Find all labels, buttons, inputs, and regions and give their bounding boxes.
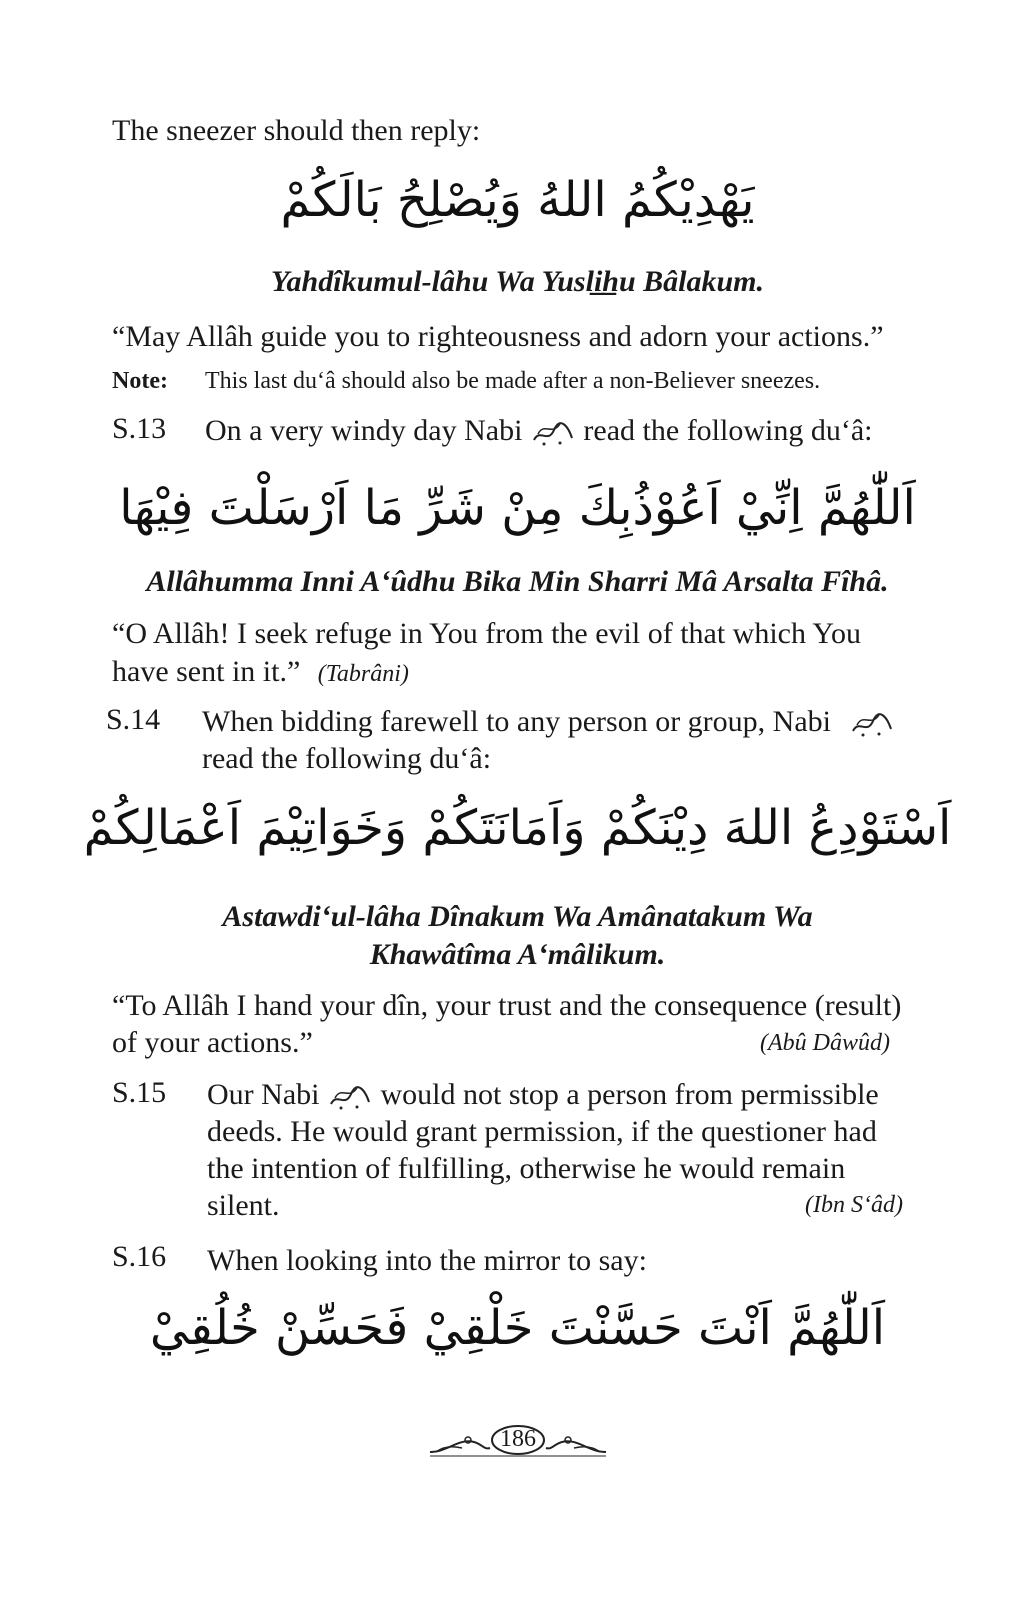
s15-line4: silent.	[207, 1189, 280, 1222]
section-number-s13: S.13	[112, 412, 167, 445]
note-text: This last du‘â should also be made after a non-Believer sneezes.	[205, 368, 821, 394]
s15-line2: deeds. He would grant permission, if the questioner had	[207, 1115, 877, 1148]
s14-line1	[202, 703, 895, 740]
s15-line1-after: would not stop a person from permissible	[380, 1078, 879, 1111]
arabic-dua-farewell: اَسْتَوْدِعُ اللهَ دِيْنَكُمْ وَاَمَانَتَكُمْ وَخَوَاتِيْمَ اَعْمَالِكُمْ	[83, 800, 952, 856]
transliteration-dua-windy-day: Allâhumma Inni A‘ûdhu Bika Min Sharri Mâ Arsalta Fîhâ.	[146, 565, 889, 598]
arabic-dua-sneeze-reply: يَهْدِيْكُمُ اللهُ وَيُصْلِحُ بَالَكُمْ	[280, 172, 755, 228]
salawat-calligraphy-icon	[849, 709, 895, 739]
s16-text: When looking into the mirror to say:	[207, 1244, 647, 1277]
reference-ibn-sad: (Ibn S‘âd)	[805, 1192, 903, 1218]
transliteration-dua-farewell-line2: Khawâtîma A‘mâlikum.	[369, 938, 666, 971]
translation-farewell-line1: “To Allâh I hand your dîn, your trust and the consequence (result)	[112, 989, 902, 1022]
arabic-dua-mirror: اَللّٰهُمَّ اَنْتَ حَسَّنْتَ خَلْقِيْ فَحَسِّنْ خُلُقِيْ	[149, 1300, 886, 1356]
section-number-s16: S.16	[112, 1240, 167, 1273]
footer-ornament	[428, 1418, 608, 1462]
s14-line1-text: When bidding farewell to any person or group, Nabi	[202, 705, 831, 738]
transliteration-dua-farewell-line1: Astawdi‘ul-lâha Dînakum Wa Amânatakum Wa	[222, 900, 813, 933]
translation-windy-day-line2-text: have sent in it.”	[112, 655, 301, 688]
reference-tabrani: (Tabrâni)	[317, 661, 409, 687]
s15-line1	[207, 1076, 879, 1113]
section-number-s14: S.14	[106, 703, 161, 736]
translation-dua-sneeze-reply: “May Allâh guide you to righteousness and adorn your actions.”	[112, 320, 884, 353]
s15-line1-before: Our Nabi	[207, 1078, 320, 1111]
s13-text-before: On a very windy day Nabi	[205, 414, 523, 447]
arabic-dua-windy-day: اَللّٰهُمَّ اِنِّيْ اَعُوْذُبِكَ مِنْ شَرِّ مَا اَرْسَلْتَ فِيْهَا	[119, 480, 916, 536]
translation-farewell-line2: of your actions.”	[112, 1026, 313, 1059]
translation-windy-day-line2	[112, 653, 409, 693]
transliteration-dua-sneeze-reply: Yahdîkumul-lâhu Wa Yusli̲h̲u Bâlakum.	[270, 265, 765, 298]
salawat-calligraphy-icon	[530, 418, 576, 448]
s13-text	[205, 412, 873, 449]
intro-text: The sneezer should then reply:	[112, 114, 481, 147]
page-number: 186	[500, 1426, 536, 1452]
s15-line3: the intention of fulfilling, otherwise he would remain	[207, 1152, 846, 1185]
salawat-calligraphy-icon	[327, 1082, 373, 1112]
note-label: Note:	[112, 368, 168, 394]
s13-text-after: read the following du‘â:	[583, 414, 873, 447]
reference-abu-dawud: (Abû Dâwûd)	[760, 1030, 890, 1056]
translation-windy-day-line1: “O Allâh! I seek refuge in You from the evil of that which You	[112, 617, 862, 650]
s14-line2: read the following du‘â:	[202, 742, 492, 775]
section-number-s15: S.15	[112, 1076, 167, 1109]
